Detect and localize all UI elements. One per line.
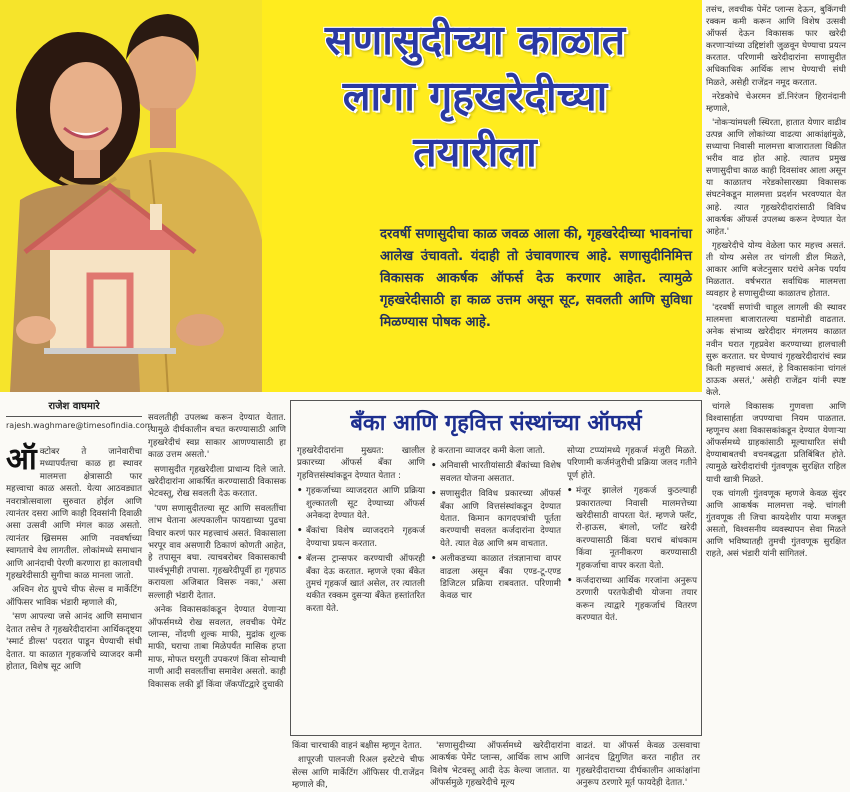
byline [6, 398, 153, 430]
offers-intro: गृहखरेदीदारांना मुख्यत: खालील प्रकारच्या ऑफर्स बँका आणि गृहवित्तसंस्थांकडून देण्यात येतात : [297, 446, 425, 481]
offers-box-column-1 [297, 445, 425, 618]
article-column-4 [430, 740, 570, 789]
headline-line-1: सणासुदीच्या काळात [324, 16, 626, 64]
right-para: एक चांगली गुंतवणूक म्हणजे केवळ सुंदर आणि आकर्षक मालमत्ता नव्हे. चांगली गुंतवणूक ती जिचा कायदेशीर पाया मजबूत असतो, विश्वसनीय व्यवस्थापन सेवा मिळते आणि भविष्यातही तुमची गुंतवणूक सुरक्षित राहते, असं भंडारी यांनी सांगितलं. [706, 488, 846, 560]
article-para: ऑक्टोबर ते जानेवारीचा मध्यापर्यंतचा काळ हा स्थावर मालमत्ता क्षेत्रासाठी फार महत्त्वाचा काळ असतो. येत्या आठवड्यात नवरात्रोत्सवाला सुरुवात होईल आणि त्यानंतर दसरा आणि काही दिवसांनी दिवाळी असा उत्सवी आणि मंगल काळ असतो. त्यानंतर ख्रिसमस आणि नववर्षाच्या स्वागताचे वेध लागतील. लोकांमध्ये समाधान आणि आनंदाची पेरणी करणारा हा कालावधी गृहखरेदीसाठी सुगीचा काळ मानला जातो. [6, 442, 142, 582]
offers-bullet: • गृहकर्जाच्या व्याजदरात आणि प्रक्रिया शुल्कातली सूट देण्याच्या ऑफर्स अनेकदा देण्यात येते. [297, 485, 425, 522]
headline-line-3: तयारीला [413, 128, 537, 176]
right-para: 'दरवर्षी सणांची चाहूल लागली की स्थावर मालमत्ता बाजारातल्या घडामोडी वाढतात. अनेक संभाव्य खरेदीदार मंगलमय काळात नवीन घरात गृहप्रवेश करण्याच्या हालचाली सुरू करतात. घर घेण्याचं गृहखरेदीदारांचं स्वप्न किती महत्त्वाचं असतं, हे विकासकांना चांगलं ठाऊक असतं,' असेही राजेंद्रन यांनी स्पष्ट केले. [706, 303, 846, 398]
offers-intro: सोप्या टप्प्यांमध्ये गृहकर्ज मंजुरी मिळते. परिणामी कर्जमंजुरीची प्रक्रिया जलद गतीने पूर्ण होते. [567, 446, 697, 481]
headline [258, 12, 692, 180]
right-para: नरेडकोचे चेअरमन डॉ.निरंजन हिरानंदानी म्हणाले, [706, 91, 846, 114]
article-para: शापूरजी पालनजी रिअल इस्टेटचे चीफ सेल्स आणि मार्केटिंग ऑफिसर पी.राजेंद्रन म्हणाले की, [292, 755, 424, 791]
article-column-5 [576, 740, 700, 789]
author-name: राजेश वाघमारे [48, 401, 100, 412]
headline-line-2: लागा गृहखरेदीच्या [342, 72, 608, 120]
article-para: 'सण आपल्या जसे आनंद आणि समाधान देतात तसेच ते गृहखरेदीदारांना आर्थिकदृष्ट्या 'स्मार्ट डील्स' पदरात पाडून घेण्याची संधी देतात. या काळात गृहकर्जाचे व्याजदर कमी होतात, विशेष सूट आणि [6, 612, 142, 672]
drop-cap: ऑ [6, 442, 37, 477]
article-para: वाढतं. या ऑफर्स केवळ उत्सवाचा आनंदच द्विगुणित करत नाहीत तर गृहखरेदीदाराच्या दीर्घकालीन आकांक्षांना अनुरूप ठरणारे मूर्त फायदेही देतात.' [576, 741, 700, 789]
offers-intro: हे करताना व्याजदर कमी केला जातो. [431, 446, 546, 456]
right-para: गृहखरेदीचे योग्य वेळेला फार महत्त्व असतं. ती योग्य असेल तर चांगली डील मिळते, आकार आणि बजेटनुसार घरांचे अनेक पर्याय मिळतात. वर्षभरात सर्वाधिक मालमत्ता व्यवहार हे सणासुदीच्या काळातच होतात. [706, 240, 846, 300]
offers-box [290, 400, 702, 736]
author-email: rajesh.waghmare@timesofindia.com [6, 421, 153, 430]
article-para: 'सणासुदीच्या ऑफर्समध्ये खरेदीदारांना आकर्षक पेमेंट प्लान्स, आर्थिक लाभ आणि विशेष भेटवस्तू आदी देऊ केल्या जातात. या ऑफर्समुळे गृहखरेदीचे मूल्य [430, 741, 570, 789]
offers-bullet: • मंजूर झालेलं गृहकर्ज कुठल्याही प्रकारातल्या निवासी मालमत्तेच्या खरेदीसाठी वापरता येतं. म्हणजे फ्लॅट, रो-हाऊस, बंगलो, प्लॉट खरेदी करण्यासाठी किंवा घराचं बांधकाम किंवा नूतनीकरण करण्यासाठी गृहकर्जाचा वापर करता येतो. [567, 485, 697, 572]
offers-box-column-2 [431, 445, 561, 606]
article-para: अश्विन शेठ ग्रुपचे चीफ सेल्स व मार्केटिंग ऑफिसर भाविक भंडारी म्हणाले की, [6, 585, 142, 608]
right-column [706, 4, 846, 781]
article-para: सवलतीही उपलब्ध करून देण्यात येतात. त्यामुळे दीर्घकालीन बचत करण्यासाठी आणि गृहखरेदीचं स्वप्न साकार आणण्यासाठी हा काळ उत्तम असतो.' [148, 413, 286, 461]
article-para: सणासुदीत गृहखरेदीला प्राधान्य दिले जाते. खरेदीदारांना आकर्षित करण्यासाठी विकासक भेटवस्तू, रोख सवलती देऊ करतात. [148, 464, 286, 500]
offers-bullet: • सणासुदीत विविध प्रकारच्या ऑफर्स बँका आणि वित्तसंस्थांकडून देण्यात येतात. किमान कागदपत्रांची पूर्तता करण्याची सवलत कर्जदारांना देण्यात येते. त्यात वेळ आणि श्रम वाचतात. [431, 488, 561, 550]
article-column-3 [292, 740, 424, 791]
banner [0, 0, 702, 392]
right-para: 'नोकऱ्यांमधली स्थिरता, हातात येणार वाढीव उत्पन्न आणि लोकांच्या वाढत्या आकांक्षांमुळे, सध्याचा निवासी मालमत्ता बाजारातला विक्रीत भरीव वाढ होत आहे. त्यातच प्रमुख सणासुदीचा काळ काही दिवसांवर आला असून या काळातच नरेडकोसारख्या विकासक संघटनेकडून मालमत्ता प्रदर्शन भरवण्यात येत आहे. त्यात गृहखरेदीदारांसाठी विविध आकर्षक ऑफर्स उपलब्ध करून देण्यात येत आहेत.' [706, 117, 846, 237]
article-para: किंवा चारचाकी वाहनं बक्षीस म्हणून देतात. [292, 741, 423, 751]
offers-box-title: बँका आणि गृहवित्त संस्थांच्या ऑफर्स [350, 411, 642, 436]
couple-photo [0, 0, 262, 392]
lead-paragraph: दरवर्षी सणासुदीचा काळ जवळ आला की, गृहखरेदीच्या भावनांचा आलेख उंचावतो. यंदाही तो उंचावणारच आहे. सणासुदीनिमित्त विकासक आकर्षक ऑफर्स देऊ करणार आहेत. त्यामुळे गृहखरेदीसाठी हा काळ उत्तम असून सूट, सवलती आणि सुविधा मिळण्यास पोषक आहे. [380, 227, 692, 330]
article-para: अनेक विकासकांकडून देण्यात येणाऱ्या ऑफर्समध्ये रोख सवलत, लवचीक पेमेंट प्लान्स, नोंदणी शुल्क माफी, मुद्रांक शुल्क माफी, घराचा ताबा मिळेपर्यंत मासिक हप्ता माफ, मोफत घरगुती उपकरणं किंवा सोन्याची नाणी आदी सवलतींचा समावेश असतो. काही विकासक लकी ड्रॉ किंवा जॅकपॉटद्वारे दुचाकी [148, 605, 286, 690]
offers-box-column-3 [567, 445, 697, 628]
article-column-2 [148, 412, 286, 782]
offers-bullet: • अलीकडच्या काळात तंत्रज्ञानाचा वापर वाढला असून बँका एण्ड-टू-एण्ड डिजिटल प्रक्रिया राबवतात. परिणामी केवळ चार [431, 553, 561, 603]
offers-bullet: • कर्जदाराच्या आर्थिक गरजांना अनुरूप ठरणारी परतफेडीची योजना तयार करून त्याद्वारे गृहकर्जाचं वितरण करण्यात येतं. [567, 575, 697, 625]
offers-bullet: • बँकांचा विशेष व्याजदराने गृहकर्ज देण्याचा प्रयत्न करतात. [297, 525, 425, 550]
right-para: तसंच, लवचीक पेमेंट प्लान्स देऊन, बुकिंगची रक्कम कमी करून आणि विशेष उत्सवी ऑफर्स देऊन विकासक फार खरेदी करणाऱ्यांच्या उद्दिष्टांशी जुळवून घेण्याचा प्रयत्न करतात. परिणामी खरेदीदारांना सणासुदीत अधिकाधिक आर्थिक लाभ घेण्याची संधी मिळते, असेही राजेंद्रन नमूद करतात. [706, 5, 846, 88]
article-para: 'पण सणासुदीतल्या सूट आणि सवलतींचा लाभ घेताना अल्पकालीन फायद्याच्या पुढचा विचार करणं फार महत्त्वाचं असतं. विकासाला भरपूर वाव असणारी ठिकाणं कोणती आहेत, हे तपासून बघा. त्याचबरोबर विकासकाची पार्श्वभूमीही तपासा. गृहखरेदीपूर्वी हा गृहपाठ करायला अजिबात विसरू नका,' असा सल्लाही भंडारी देतात. [148, 503, 286, 601]
offers-bullet: • अनिवासी भारतीयांसाठी बँकांच्या विशेष सवलत योजना असतात. [431, 460, 561, 485]
right-para: चांगले विकासक गुणवत्ता आणि विश्वासार्हता जपण्याचा नियम पाळतात. म्हणूनच अशा विकासकांकडून देण्यात येणाऱ्या ऑफर्समध्ये ग्राहकांसाठी मूल्याधारित संधी देण्याबाबतची वचनबद्धता प्रतिबिंबित होते. त्यामुळे खरेदीदारांची गुंतवणूक सुरक्षित राहिल याची खात्री मिळते. [706, 402, 846, 485]
article-column-1 [6, 442, 142, 782]
offers-bullet: • बॅलन्स ट्रान्सफर करण्याची ऑफरही बँका देऊ करतात. म्हणजे एका बँकेत तुमचं गृहकर्ज खातं असेल, तर त्यातली थकीत रक्कम दुसऱ्या बँकेत हस्तांतरित करता येते. [297, 553, 425, 615]
